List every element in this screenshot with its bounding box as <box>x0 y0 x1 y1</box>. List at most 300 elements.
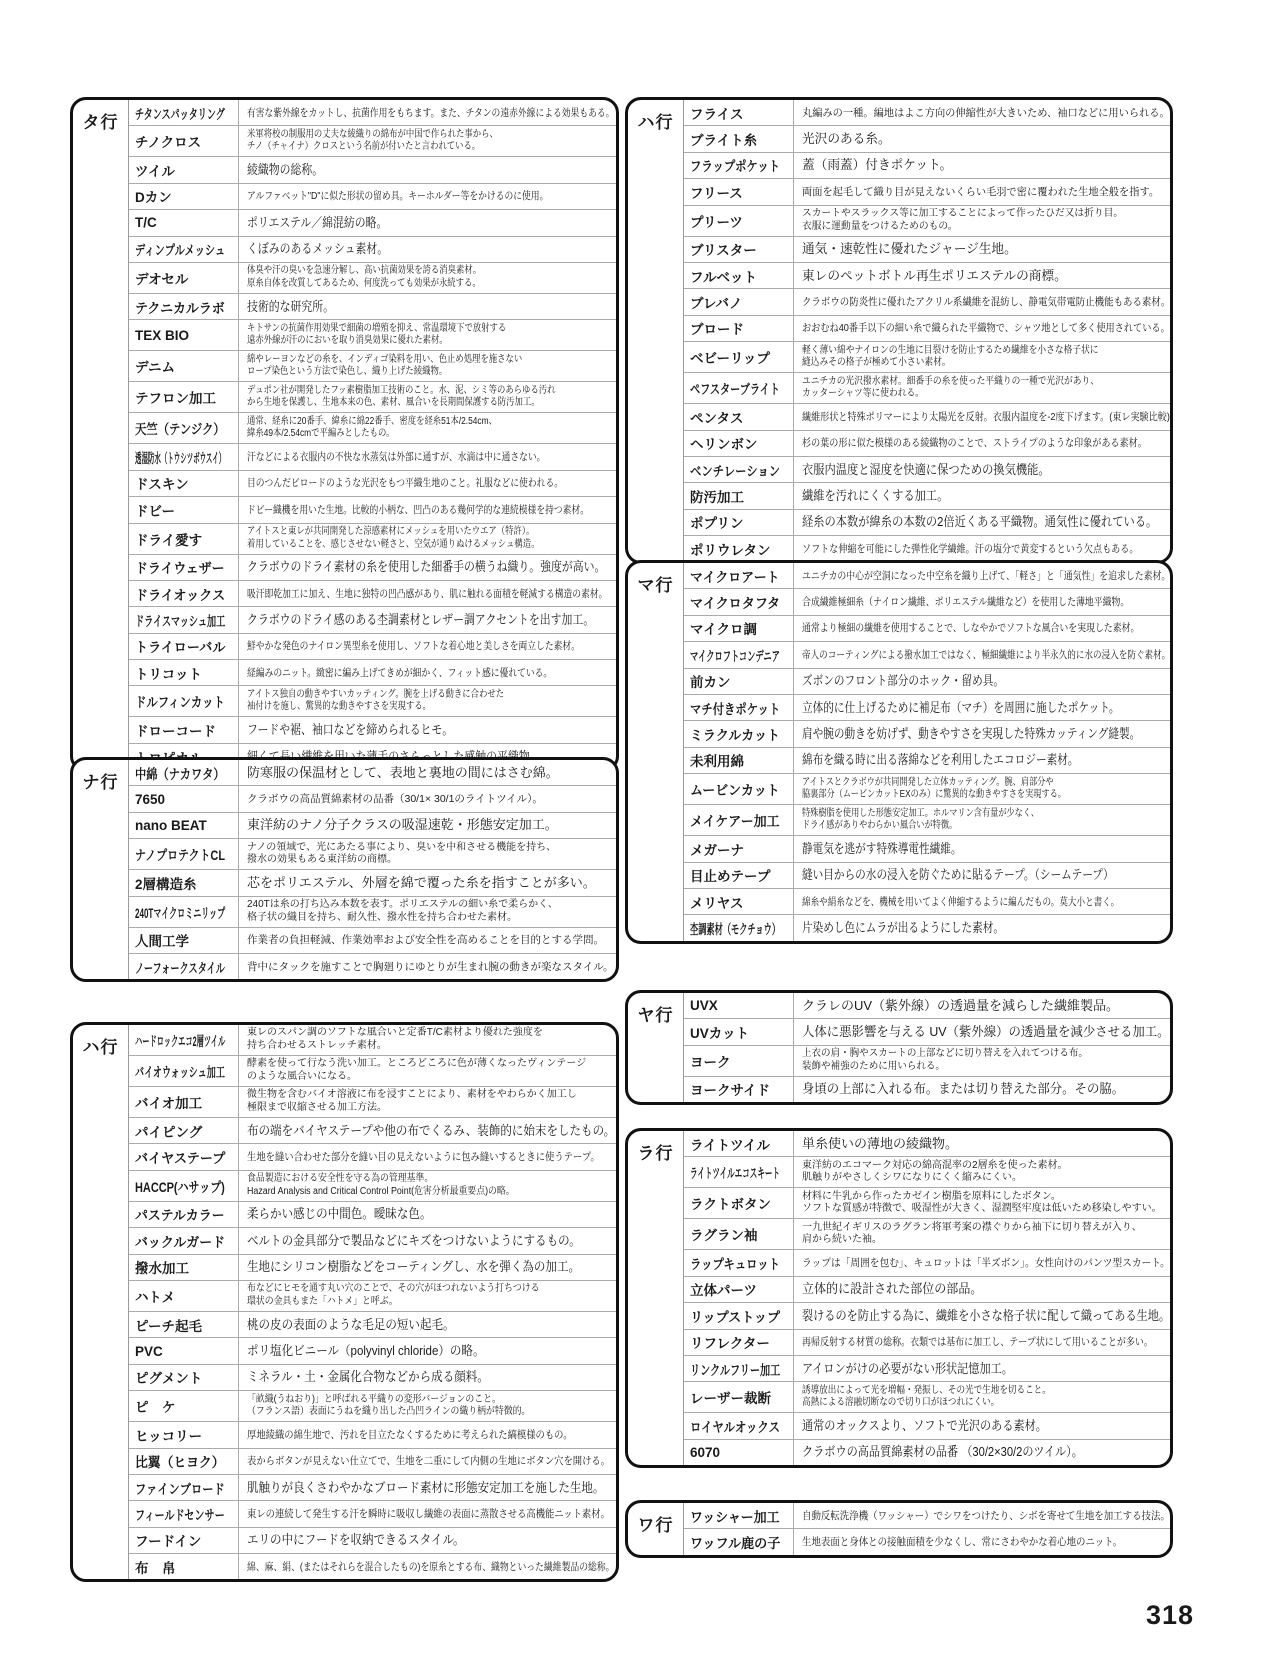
glossary-row <box>684 100 1173 125</box>
glossary-row <box>684 862 1173 888</box>
term: リップストップ <box>684 1303 794 1328</box>
definition: 有害な紫外線をカットし、抗菌作用をもちます。また、チタンの遠赤外線による効果もある。 <box>247 106 615 119</box>
term: レーザー裁断 <box>684 1382 794 1412</box>
glossary-row <box>129 1390 619 1421</box>
definition: 特殊樹脂を使用した形態安定加工。ホルマリン含有量が少なく、 ドライ感がありやわらかい風合いが特徴。 <box>802 807 1040 832</box>
glossary-row <box>684 178 1173 204</box>
term: ライトツイル <box>684 1131 794 1156</box>
definition: ポリ塩化ビニール（polyvinyl chloride）の略。 <box>247 1343 485 1359</box>
glossary-row <box>684 1302 1173 1328</box>
definition: 食品製造における安全性を守る為の管理基準。 Hazard Analysis and Critical Control Point(危害分析最重要点)の略。 <box>247 1173 515 1197</box>
definition: キトサンの抗菌作用効果で細菌の増殖を抑え、常温環境下で放射する 遠赤外線が汗のにおいを取り消臭効果に優れた素材。 <box>247 322 507 347</box>
term: ツイル <box>129 157 239 182</box>
definition: 上衣の肩・胸やスカートの上部などに切り替えを入れてつける布。 装飾や補強のために用いられる。 <box>802 1048 1088 1072</box>
term: ムービンカット <box>684 774 794 804</box>
definition: 綿、麻、絹、(またはそれらを混合したもの)を原糸とする布、織物といった繊維製品の総称。 <box>247 1560 615 1573</box>
definition: 身頃の上部に入れる布。または切り替えた部分。その脇。 <box>802 1081 1125 1097</box>
definition: ドビー織機を用いた生地。比較的小柄な、凹凸のある幾何学的な連続模様を持つ素材。 <box>247 503 590 516</box>
term: トリコット <box>129 660 239 685</box>
definition: 杉の葉の形に似た模様のある綾織物のことで、ストライプのような印象がある素材。 <box>802 437 1147 450</box>
term: チタンスパッタリング <box>129 100 239 125</box>
definition: 目のつんだビロードのような光沢をもつ平織生地のこと。礼服などに使われる。 <box>247 477 564 490</box>
definition: 両面を起毛して織り目が見えないくらい毛羽で密に覆われた生地全般を指す。 <box>802 185 1160 198</box>
glossary-row <box>129 125 619 156</box>
definition: 生地を縫い合わせた部分を縫い目の見えないように包み縫いするときに使うテープ。 <box>247 1151 600 1164</box>
glossary-row <box>129 1421 619 1447</box>
term: ラクトボタン <box>684 1188 794 1218</box>
definition: ナノの領域で、光にあたる事により、臭いを中和させる機能を持ち、 撥水の効果もある東洋紡の商標。 <box>247 841 557 866</box>
term: 6070 <box>684 1440 794 1465</box>
term: フリース <box>684 179 794 204</box>
term: マチ付きポケット <box>684 695 794 720</box>
glossary-row <box>129 523 619 554</box>
glossary-row <box>129 760 617 785</box>
glossary-row <box>684 747 1173 773</box>
definition: 繊維形状と特殊ポリマーにより太陽光を反射。衣服内温度を-2度下げます。(東レ実験比較) <box>802 410 1170 423</box>
definition: 桃の皮の表面のような毛足の短い起毛。 <box>247 1316 455 1332</box>
term: バイオウォッシュ加工 <box>129 1056 239 1086</box>
definition: 立体的に仕上げるために補足布（マチ）を周囲に施したポケット。 <box>802 699 1120 715</box>
term: ドライオックス <box>129 581 239 606</box>
glossary-row <box>129 785 617 811</box>
term: ワッシャー加工 <box>684 1503 794 1528</box>
glossary-row <box>129 443 619 469</box>
term: ベビーリップ <box>684 342 794 372</box>
glossary-row <box>684 1156 1173 1187</box>
definition: くぼみのあるメッシュ素材。 <box>247 241 389 257</box>
term: 杢調素材（モクチョウ） <box>684 915 794 940</box>
definition: 光沢のある糸。 <box>802 131 891 147</box>
gyo-label: ラ行 <box>628 1131 684 1465</box>
definition: 立体的に設計された部位の部品。 <box>802 1281 983 1297</box>
glossary-row <box>129 896 617 927</box>
term: マイクロアート <box>684 563 794 588</box>
definition: 綿糸や絹糸などを、機械を用いてよく伸縮するように編んだもの。莫大小と書く。 <box>802 895 1120 908</box>
glossary-row <box>129 1025 619 1055</box>
glossary-row <box>129 659 619 685</box>
section-ta <box>70 97 619 772</box>
term: 未利用綿 <box>684 748 794 773</box>
glossary-row <box>129 869 617 895</box>
glossary-row <box>129 580 619 606</box>
glossary-row <box>129 1170 619 1201</box>
glossary-row <box>684 588 1173 614</box>
definition: 東洋紡のナノ分子クラスの吸湿速乾・形態安定加工。 <box>247 817 558 833</box>
term: ペフスターブライト <box>684 373 794 403</box>
term: フルベット <box>684 263 794 288</box>
glossary-row <box>684 1249 1173 1275</box>
definition: 体臭や汗の臭いを急速分解し、高い抗菌効果を誇る消臭素材。 原糸自体を改質してあるため、何度洗っても効果が永続する。 <box>247 265 482 289</box>
definition: クラボウのドライ素材の糸を使用した細番手の横うね織り。強度が高い。 <box>247 559 606 575</box>
term: 比翼（ヒヨク） <box>129 1449 239 1474</box>
term: ドルフィンカット <box>129 686 239 716</box>
term: 布 帛 <box>129 1554 239 1579</box>
term: フィールドセンサー <box>129 1501 239 1526</box>
term: フラップポケット <box>684 153 794 178</box>
term: Dカン <box>129 184 239 209</box>
glossary-row <box>684 236 1173 262</box>
glossary-row <box>129 554 619 580</box>
glossary-row <box>684 315 1173 341</box>
term: ヨーク <box>684 1046 794 1076</box>
glossary-row <box>129 838 617 869</box>
definition: 240Tは糸の打ち込み本数を表す。ポリエステルの細い糸で柔らかく、 格子状の織目を持ち、耐久性、撥水性を持ち合わせた素材。 <box>247 898 558 923</box>
gyo-label: タ行 <box>73 100 129 769</box>
glossary-row <box>129 606 619 632</box>
term: ヘリンボン <box>684 431 794 456</box>
glossary-row <box>129 209 619 235</box>
page-number: 318 <box>1145 1600 1194 1630</box>
definition: 一九世紀イギリスのラグラン将軍考案の襟ぐりから袖下に切り替えが入り、 肩から続いた袖。 <box>802 1221 1142 1246</box>
definition: 布などにヒモを通す丸い穴のことで、その穴がほつれないよう打ちつける 環状の金具もまた「ハトメ」と呼ぶ。 <box>247 1283 540 1307</box>
glossary-row <box>129 262 619 293</box>
definition: 材料に牛乳から作ったカゼイン樹脂を原料にしたボタン。 ソフトな質感が特徴で、吸湿性が大きく、湿潤堅牢度は低いため移染しやすい。 <box>802 1190 1162 1215</box>
term: 前カン <box>684 669 794 694</box>
gyo-label: マ行 <box>628 563 684 941</box>
term: マイクロフトコンデニア <box>684 642 794 667</box>
term: 7650 <box>129 786 239 811</box>
glossary-row <box>129 685 619 716</box>
glossary-row <box>684 125 1173 151</box>
glossary-row <box>684 668 1173 694</box>
definition: ミネラル・土・金属化合物などから成る顔料。 <box>247 1369 489 1385</box>
term: メリヤス <box>684 889 794 914</box>
term: ブレバノ <box>684 289 794 314</box>
glossary-row <box>129 1227 619 1253</box>
definition: スカートやスラックス等に加工することによって作ったひだ又は折り目。 衣服に運動量をつけるためのもの。 <box>802 207 1124 232</box>
term: チノクロス <box>129 126 239 156</box>
definition: ベルトの金具部分で製品などにキズをつけないようにするもの。 <box>247 1232 581 1248</box>
glossary-row <box>684 773 1173 804</box>
definition: 縫い目からの水の浸入を防ぐために貼るテープ。（シームテープ） <box>802 867 1114 883</box>
term: ミラクルカット <box>684 721 794 746</box>
definition: 芯をポリエステル、外層を綿で覆った糸を指すことが多い。 <box>247 874 596 890</box>
section-ha-right <box>625 97 1173 564</box>
glossary-row <box>129 470 619 496</box>
definition: 静電気を逃がす特殊導電性繊維。 <box>802 840 962 856</box>
term: パイピング <box>129 1118 239 1143</box>
definition: 帝人のコーティングによる撥水加工ではなく、極細繊維により半永久的に水の浸入を防ぐ素材。 <box>802 648 1171 661</box>
glossary-row <box>129 236 619 262</box>
glossary-row <box>684 563 1173 588</box>
glossary-row <box>129 716 619 742</box>
glossary-row <box>684 1018 1173 1044</box>
glossary-row <box>129 496 619 522</box>
definition: 合成繊維極細糸（ナイロン繊維、ポリエステル繊維など）を使用した薄地平織物。 <box>802 596 1130 609</box>
glossary-row <box>684 262 1173 288</box>
definition: ユニチカの光沢撥水素材。細番手の糸を使った平織りの一種で光沢があり、 カッターシャツ等に使われる。 <box>802 375 1099 400</box>
glossary-row <box>684 804 1173 835</box>
term: ディンプルメッシュ <box>129 237 239 262</box>
gyo-label: ハ行 <box>73 1025 129 1579</box>
glossary-row <box>684 1329 1173 1355</box>
glossary-row <box>684 835 1173 861</box>
term: プリーツ <box>684 206 794 236</box>
term: ドライウェザー <box>129 555 239 580</box>
glossary-row <box>684 888 1173 914</box>
term: ドスキン <box>129 471 239 496</box>
definition: 肩や腕の動きを妨げず、動きやすさを実現した特殊カッティング縫製。 <box>802 726 1141 742</box>
term: ペンタス <box>684 404 794 429</box>
glossary-row <box>129 1143 619 1169</box>
glossary-row <box>684 456 1173 482</box>
glossary-row <box>684 205 1173 236</box>
term: ハードロックエコ2層ツイル <box>129 1025 239 1055</box>
definition: クラボウの防炎性に優れたアクリル系繊維を混紡し、静電気帯電防止機能もある素材。 <box>802 296 1171 309</box>
term: デオセル <box>129 263 239 293</box>
definition: 吸汗即乾加工に加え、生地に独特の凹凸感があり、肌に触れる面積を軽減する構造の素材。 <box>247 587 608 600</box>
glossary-row <box>684 615 1173 641</box>
glossary-row <box>684 1439 1173 1465</box>
term: ピグメント <box>129 1365 239 1390</box>
section-wa <box>625 1500 1173 1558</box>
definition: 誘導放出によって光を増幅・発振し、その光で生地を切ること。 高熱による溶融切断なので切り口がほつれにくい。 <box>802 1384 1051 1409</box>
term: ロイヤルオックス <box>684 1413 794 1438</box>
definition: 微生物を含むバイオ溶液に布を浸すことにより、素材をやわらかく加工し 極限まで収縮させる加工方法。 <box>247 1089 577 1113</box>
definition: 通常、経糸に20番手、緯糸に綿22番手、密度を経糸51本/2.54cm、 緯糸49本/2.54cmで平編みとしたもの。 <box>247 415 497 440</box>
term: マイクロタフタ <box>684 589 794 614</box>
term: ドライ愛す <box>129 524 239 554</box>
definition: クラボウのドライ感のある杢調素材とレザー調アクセントを出す加工。 <box>247 611 595 627</box>
glossary-row <box>129 412 619 443</box>
definition: 東洋紡のエコマーク対応の綿高混率の2層糸を使った素材。 肌触りがやさしくシワになりにくく縮みにくい。 <box>802 1159 1068 1184</box>
definition: 通常のオックスより、ソフトで光沢のある素材。 <box>802 1418 1047 1434</box>
glossary-row <box>684 1528 1173 1554</box>
definition: 布の端をバイヤステープや他の布でくるみ、装飾的に始末をしたもの。 <box>247 1122 616 1138</box>
term: ラップキュロット <box>684 1250 794 1275</box>
glossary-row <box>129 927 617 953</box>
glossary-row <box>684 1381 1173 1412</box>
term: 透湿防水（トウシツボウスイ） <box>129 444 239 469</box>
glossary-row <box>129 1337 619 1363</box>
definition: クラレのUV（紫外線）の透過量を減らした繊維製品。 <box>802 997 1120 1013</box>
glossary-row <box>129 1448 619 1474</box>
glossary-row <box>684 482 1173 508</box>
term: バイヤステープ <box>129 1144 239 1169</box>
definition: アイトスと東レが共同開発した涼感素材にメッシュを用いたウエア（特許）。 着用していることを、感じさせない軽さと、空気が通りぬけるメッシュ構造。 <box>247 525 540 550</box>
definition: 「畝織(うねおり)」と呼ばれる平織りの変形バージョンのこと。 （フランス語）表面にうねを織り出した凸凹ラインの織り柄が特徴的。 <box>247 1393 531 1418</box>
glossary-row <box>129 183 619 209</box>
term: メガーナ <box>684 836 794 861</box>
definition: 丸編みの一種。編地はよこ方向の伸縮性が大きいため、袖口などに用いられる。 <box>802 106 1170 119</box>
definition: クラボウの高品質綿素材の品番（30/1× 30/1のライトツイル）。 <box>247 793 543 806</box>
term: リフレクター <box>684 1330 794 1355</box>
glossary-row <box>684 1045 1173 1076</box>
section-ya <box>625 990 1173 1105</box>
definition: 片染めし色にムラが出るようにした素材。 <box>802 919 1005 935</box>
definition: おおむね40番手以下の細い糸で織られた平織物で、シャツ地として多く使用されている。 <box>802 322 1170 335</box>
term: ドビー <box>129 497 239 522</box>
gyo-label: ナ行 <box>73 760 129 979</box>
term: ブリスター <box>684 237 794 262</box>
term: フードイン <box>129 1528 239 1553</box>
term: ファインブロード <box>129 1475 239 1500</box>
term: 目止めテープ <box>684 863 794 888</box>
glossary-row <box>684 1131 1173 1156</box>
term: 2層構造糸 <box>129 870 239 895</box>
glossary-row <box>684 403 1173 429</box>
glossary-row <box>684 509 1173 535</box>
term: ヒッコリー <box>129 1422 239 1447</box>
glossary-row <box>684 1412 1173 1438</box>
term: ブロード <box>684 316 794 341</box>
section-ma <box>625 560 1173 944</box>
definition: 生地表面と身体との接触面積を少なくし、常にさわやかな着心地のニット。 <box>802 1536 1123 1549</box>
glossary-row <box>129 381 619 412</box>
term: リンクルフリー加工 <box>684 1356 794 1381</box>
definition: 軽く薄い綿やナイロンの生地に目裂けを防止するため繊維を小さな格子状に 縫込みその格子が極めて小さい素材。 <box>802 344 1099 369</box>
section-na <box>70 757 619 982</box>
glossary-row <box>129 1254 619 1280</box>
term: ライトツイルエコスキート <box>684 1157 794 1187</box>
gyo-label: ワ行 <box>628 1503 684 1555</box>
term: ナノプロテクトCL <box>129 839 239 869</box>
definition: 蓋（雨蓋）付きポケット。 <box>802 157 953 173</box>
glossary-row <box>129 319 619 350</box>
term: デニム <box>129 351 239 381</box>
definition: ポリエステル／綿混紡の略。 <box>247 214 388 230</box>
definition: エリの中にフードを収納できるスタイル。 <box>247 1532 465 1548</box>
term: パステルカラー <box>129 1202 239 1227</box>
gyo-label: ハ行 <box>628 100 684 561</box>
definition: 防寒服の保温材として、表地と裏地の間にはさむ綿。 <box>247 764 559 780</box>
definition: 東レの連続して発生する汗を瞬時に吸収し繊維の表面に蒸散させる高機能ニット素材。 <box>247 1507 610 1520</box>
glossary-row <box>129 1527 619 1553</box>
term: ピ ケ <box>129 1391 239 1421</box>
glossary-row <box>684 641 1173 667</box>
definition: 作業者の負担軽減、作業効率および安全性を高めることを目的とする学問。 <box>247 934 604 947</box>
definition: クラボウの高品質綿素材の品番 （30/2×30/2のツイル）。 <box>802 1444 1083 1460</box>
glossary-row <box>129 633 619 659</box>
definition: ユニチカの中心が空洞になった中空糸を織り上げて、「軽さ」と「通気性」を追求した素材。 <box>802 569 1171 582</box>
term: 240Tマイクロミニリップ <box>129 897 239 927</box>
term: T/C <box>129 210 239 235</box>
glossary-row <box>129 1117 619 1143</box>
definition: ラップは「周囲を包む」、キュロットは「半ズボン」。女性向けのパンツ型スカート。 <box>802 1257 1170 1270</box>
term: UVカット <box>684 1019 794 1044</box>
term: 防汚加工 <box>684 483 794 508</box>
glossary-row <box>129 1201 619 1227</box>
definition: 東レのスパン調のソフトな風合いと定番T/C素材より優れた強度を 持ち合わせるストレッチ素材。 <box>247 1027 543 1051</box>
glossary-row <box>684 341 1173 372</box>
definition: 裂けるのを防止する為に、繊維を小さな格子状に配して織ってある生地。 <box>802 1307 1171 1323</box>
definition: 酵素を使って行なう洗い加工。ところどころに色が薄くなったヴィンテージ のような風合いになる。 <box>247 1058 587 1082</box>
term: ドライスマッシュ加工 <box>129 607 239 632</box>
term: ハトメ <box>129 1281 239 1311</box>
definition: 通気・速乾性に優れたジャージ生地。 <box>802 241 1017 257</box>
definition: 鮮やかな発色のナイロン異型糸を使用し、ソフトな着心地と美しさを両立した素材。 <box>247 640 580 653</box>
term: ポプリン <box>684 510 794 535</box>
glossary-row <box>129 1086 619 1117</box>
glossary-row <box>684 993 1173 1018</box>
definition: 東レのペットボトル再生ポリエステルの商標。 <box>802 267 1067 283</box>
term: メイケアー加工 <box>684 805 794 835</box>
definition: 汗などによる衣服内の不快な水蒸気は外部に通すが、水滴は中に通さない。 <box>247 451 546 464</box>
term: ワッフル鹿の子 <box>684 1529 794 1554</box>
glossary-row <box>129 812 617 838</box>
glossary-row <box>129 1553 619 1579</box>
definition: デュポン社が開発したフッ素樹脂加工技術のこと。水、泥、シミ等のあらゆる汚れ から生地を保護し、生地本来の色、素材、風合いを長期間保護する防汚加工。 <box>247 384 556 409</box>
section-ra <box>625 1128 1173 1468</box>
definition: 再帰反射する材質の総称。衣類では基布に加工し、テープ状にして用いることが多い。 <box>802 1336 1153 1349</box>
glossary-row <box>129 1280 619 1311</box>
definition: 綿やレーヨンなどの糸を、インディゴ染料を用い、色止め処理を施さない ロープ染色という方法で染色し、織り上げた綾織物。 <box>247 353 523 378</box>
term: ドローコード <box>129 717 239 742</box>
glossary-row <box>129 350 619 381</box>
glossary-row <box>129 1500 619 1526</box>
definition: ソフトな伸縮を可能にした弾性化学繊維。汗の塩分で黄変するという欠点もある。 <box>802 542 1139 555</box>
glossary-row <box>684 1276 1173 1302</box>
glossary-row <box>129 100 619 125</box>
term: ポリウレタン <box>684 536 794 561</box>
term: 立体パーツ <box>684 1277 794 1302</box>
term: ベンチレーション <box>684 457 794 482</box>
definition: 綾織物の総称。 <box>247 162 324 178</box>
term: ノーフォークスタイル <box>129 954 239 979</box>
term: 天竺（テンジク） <box>129 413 239 443</box>
term: 人間工学 <box>129 928 239 953</box>
term: 撥水加工 <box>129 1255 239 1280</box>
definition: アルファベット"D"に似た形状の留め具。キーホルダー等をかけるのに使用。 <box>247 190 549 203</box>
definition: 通常より極細の繊維を使用することで、しなやかでソフトな風合いを実現した素材。 <box>802 622 1140 635</box>
definition: アイロンがけの必要がない形状記憶加工。 <box>802 1360 1013 1376</box>
definition: 米軍将校の制服用の丈夫な綾織りの綿布が中国で作られた事から、 チノ（チャイナ）クロスという名前が付いたと言われている。 <box>247 128 498 153</box>
term: 中綿（ナカワタ） <box>129 760 239 785</box>
definition: 人体に悪影響を与える UV（紫外線）の透過量を減少させる加工。 <box>802 1024 1170 1040</box>
definition: アイトスとクラボウが共同開発した立体カッティング。腕、肩部分や 脇裏部分（ムービンカットEXのみ）に驚異的な動きやすさを実現する。 <box>802 776 1067 801</box>
definition: 自動反転洗浄機（ワッシャー）でシワをつけたり、シボを寄せて生地を加工する技法。 <box>802 1509 1170 1522</box>
glossary-row <box>129 953 617 979</box>
term: トライローバル <box>129 634 239 659</box>
term: ピーチ起毛 <box>129 1312 239 1337</box>
definition: ズボンのフロント部分のホック・留め具。 <box>802 673 1005 689</box>
definition: 厚地綾織の綿生地で、汚れを目立たなくするために考えられた縞模様のもの。 <box>247 1428 573 1441</box>
glossary-row <box>129 1474 619 1500</box>
definition: 繊維を汚れにくくする加工。 <box>802 487 949 503</box>
definition: 単糸使いの薄地の綾織物。 <box>802 1135 959 1151</box>
definition: 綿布を織る時に出る落綿などを利用したエコロジー素材。 <box>802 752 1079 768</box>
term: ブライト糸 <box>684 126 794 151</box>
term: ラグラン袖 <box>684 1219 794 1249</box>
term: HACCP(ハサップ) <box>129 1171 239 1201</box>
term: PVC <box>129 1338 239 1363</box>
definition: 経編みのニット。緻密に編み上げてきめが細かく、フィット感に優れている。 <box>247 666 553 679</box>
glossary-row <box>129 1311 619 1337</box>
definition: 技術的な研究所。 <box>247 298 334 314</box>
definition: アイトス独自の動きやすいカッティング。腕を上げる動きに合わせた 袖付けを施し、驚異的な動きやすさを実現する。 <box>247 688 505 713</box>
glossary-row <box>684 535 1173 561</box>
term: テフロン加工 <box>129 382 239 412</box>
term: テクニカルラボ <box>129 294 239 319</box>
glossary-row <box>684 914 1173 940</box>
term: UVX <box>684 993 794 1018</box>
term: nano BEAT <box>129 813 239 838</box>
glossary-row <box>684 1076 1173 1102</box>
glossary-row <box>684 1503 1173 1528</box>
glossary-row <box>684 372 1173 403</box>
glossary-row <box>684 1355 1173 1381</box>
definition: フードや裾、袖口などを締められるヒモ。 <box>247 722 454 738</box>
glossary-row <box>684 430 1173 456</box>
definition: 経糸の本数が緯糸の本数の2倍近くある平織物。通気性に優れている。 <box>802 514 1158 530</box>
section-ha-left <box>70 1022 619 1582</box>
glossary-row <box>129 156 619 182</box>
glossary-row <box>129 1364 619 1390</box>
definition: 背中にタックを施すことで胸廻りにゆとりが生まれ腕の動きが楽なスタイル。 <box>247 960 614 973</box>
definition: 柔らかい感じの中間色。曖昧な色。 <box>247 1206 432 1222</box>
glossary-row <box>684 1187 1173 1218</box>
definition: 表からボタンが見えない仕立てで、生地を二重にして内側の生地にボタン穴を開ける。 <box>247 1455 611 1468</box>
